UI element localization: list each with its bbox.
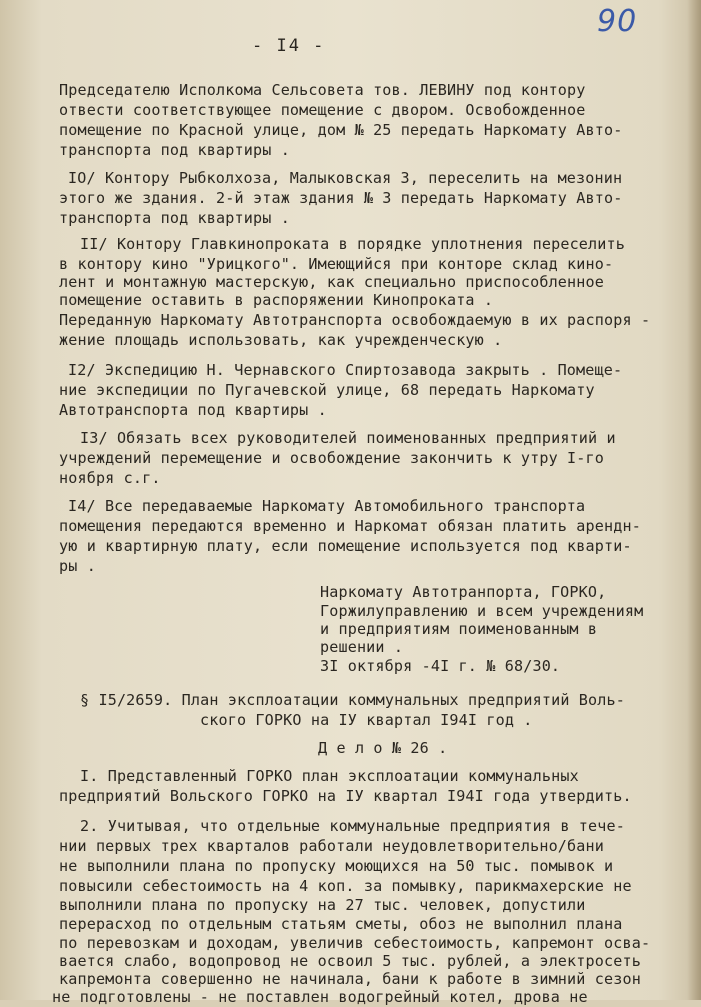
text-line: отвести соответствующее помещение с двором. Освобожденное bbox=[59, 101, 586, 119]
text-line: повысили себестоимость на 4 коп. за помывку, парикмахерские не bbox=[59, 877, 632, 895]
text-line: в контору кино "Урицкого". Имеющийся при конторе склад кино- bbox=[59, 255, 614, 273]
text-line: Председателю Исполкома Сельсовета тов. ЛЕВИНУ под контору bbox=[59, 81, 586, 99]
text-line: II/ Контору Главкинопроката в порядке уплотнения переселить bbox=[80, 235, 625, 253]
text-line: учреждений перемещение и освобождение закончить к утру I-го bbox=[59, 449, 604, 467]
text-line: лент и монтажную мастерскую, как специально приспособленное bbox=[59, 273, 604, 291]
distribution-line: Наркомату Автотранпорта, ГОРКО, bbox=[320, 583, 607, 601]
text-line: I. Представленный ГОРКО план эксплоатации коммунальных bbox=[80, 767, 579, 785]
text-line: жение площадь использовать, как учрежденческую . bbox=[59, 331, 503, 349]
text-line: помещение по Красной улице, дом № 25 передать Наркомату Авто- bbox=[59, 121, 623, 139]
text-line: предприятий Вольского ГОРКО на IУ квартал I94I года утвердить. bbox=[59, 787, 632, 805]
case-number: Д е л о № 26 . bbox=[318, 739, 448, 757]
text-line: IO/ Контору Рыбколхоза, Малыковская 3, переселить на мезонин bbox=[68, 169, 623, 187]
text-line: перерасход по отдельным статьям сметы, обоз не выполнил плана bbox=[59, 915, 623, 933]
text-line: по перевозкам и доходам, увеличив себестоимость, капремонт осва- bbox=[59, 934, 651, 952]
text-line: ую и квартирную плату, если помещение используется под кварти- bbox=[59, 537, 632, 555]
text-line: помещение оставить в распоряжении Кинопроката . bbox=[59, 291, 494, 309]
text-line: транспорта под квартиры . bbox=[59, 141, 290, 159]
distribution-line: и предприятиям поименованным в bbox=[320, 620, 598, 638]
text-line: I2/ Экспедицию Н. Чернавского Спиртозавода закрыть . Помеще- bbox=[68, 361, 623, 379]
text-line: не выполнили плана по пропуску моющихся на 50 тыс. помывок и bbox=[59, 857, 614, 875]
page-number: - I4 - bbox=[252, 36, 326, 56]
distribution-line: Горжилуправлению и всем учреждениям bbox=[320, 602, 644, 620]
handwritten-folio-number: 90 bbox=[597, 4, 638, 39]
text-line: ние экспедиции по Пугачевской улице, 68 передать Наркомату bbox=[59, 381, 595, 399]
section-heading: § I5/2659. План эксплоатации коммунальных предприятий Воль- bbox=[80, 691, 625, 709]
text-line: транспорта под квартиры . bbox=[59, 209, 290, 227]
text-line: этого же здания. 2-й этаж здания № 3 передать Наркомату Авто- bbox=[59, 189, 623, 207]
text-line: вается слабо, водопровод не освоил 5 тыс. рублей, а электросеть bbox=[59, 952, 641, 970]
distribution-line: решении . bbox=[320, 638, 404, 656]
text-line: Переданную Наркомату Автотранспорта освобождаемую в их распоря - bbox=[59, 311, 651, 329]
text-line: ноября с.г. bbox=[59, 469, 161, 487]
section-heading: ского ГОРКО на IУ квартал I94I год . bbox=[200, 711, 533, 729]
page-edge-shadow bbox=[687, 0, 701, 1000]
text-line: I3/ Обязать всех руководителей поименованных предприятий и bbox=[80, 429, 616, 447]
text-line: ры . bbox=[59, 557, 96, 575]
text-line: I4/ Все передаваемые Наркомату Автомобильного транспорта bbox=[68, 497, 586, 515]
text-line: капремонта совершенно не начинала, бани к работе в зимний сезон bbox=[59, 970, 641, 988]
text-line: не подготовлены - не поставлен водогрейный котел, дрова не bbox=[52, 988, 588, 1006]
text-line: помещения передаются временно и Наркомат обязан платить арендн- bbox=[59, 517, 641, 535]
text-line: Автотранспорта под квартиры . bbox=[59, 401, 327, 419]
decision-date: 3I октября -4I г. № 68/30. bbox=[320, 657, 561, 675]
text-line: 2. Учитывая, что отдельные коммунальные предприятия в тече- bbox=[80, 817, 625, 835]
text-line: нии первых трех кварталов работали неудовлетворительно/бани bbox=[59, 837, 604, 855]
text-line: выполнили плана по пропуску на 27 тыс. человек, допустили bbox=[59, 896, 586, 914]
